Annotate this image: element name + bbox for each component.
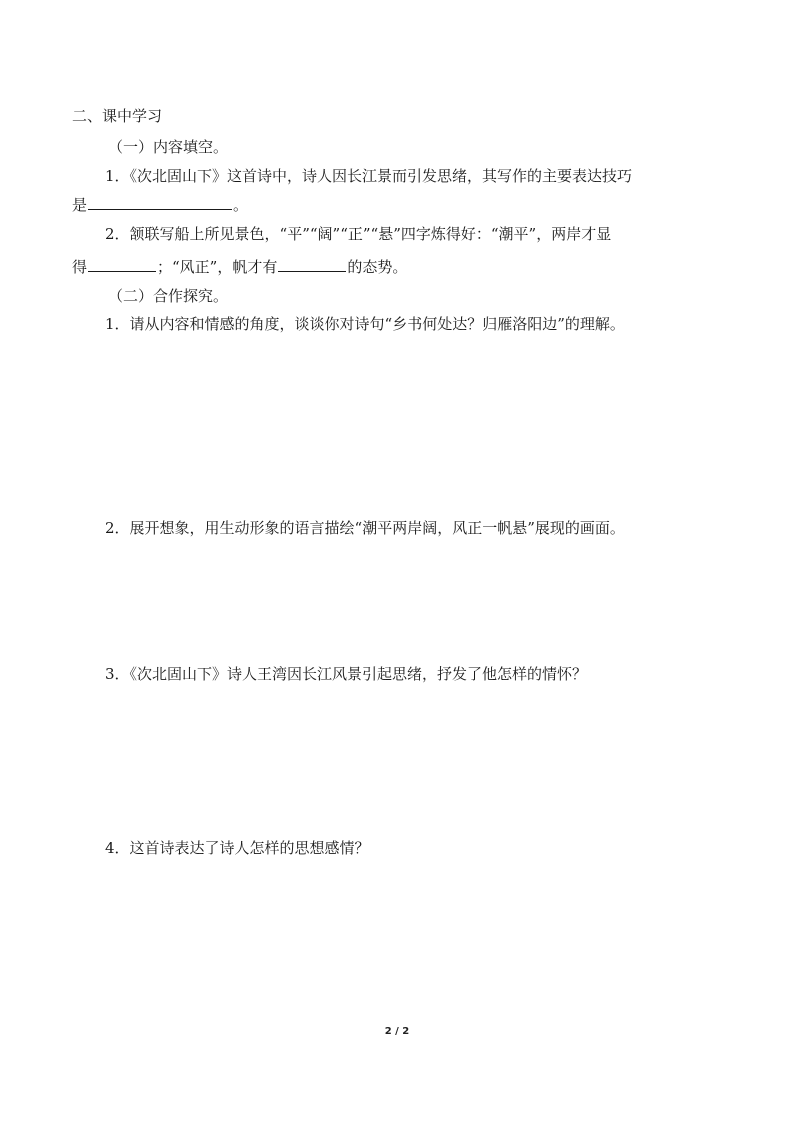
part2-question-4: 4．这首诗表达了诗人怎样的思想感情？ [105, 839, 370, 857]
q2-line2-prefix: 得 [72, 258, 88, 276]
q2-line2-middle: ；“风正”，帆才有 [157, 258, 278, 276]
q1-answer-blank[interactable] [88, 194, 232, 210]
q2-answer-blank-2[interactable] [278, 256, 346, 272]
q1-line2-prefix: 是 [72, 196, 88, 214]
q2-line2-suffix: 的态势。 [347, 258, 408, 276]
q1-line2-suffix: 。 [233, 196, 249, 214]
q2-line2 [72, 256, 407, 277]
part1-heading: （一）内容填空。 [108, 138, 229, 156]
page-number: 2 / 2 [384, 1026, 410, 1037]
q1-line1: 1．《次北固山下》这首诗中，诗人因长江景而引发思绪，其写作的主要表达技巧 [105, 167, 633, 185]
part2-question-3: 3．《次北固山下》诗人王湾因长江风景引起思绪，抒发了他怎样的情怀？ [105, 665, 588, 683]
section-title: 二、课中学习 [72, 107, 163, 125]
q1-line2 [72, 194, 248, 215]
part2-question-1: 1．请从内容和情感的角度，谈谈你对诗句“乡书何处达？归雁洛阳边”的理解。 [105, 315, 625, 333]
part2-heading: （二）合作探究。 [108, 287, 229, 305]
q2-line1: 2．颔联写船上所见景色，“平”“阔”“正”“悬”四字炼得好：“潮平”，两岸才显 [105, 225, 612, 243]
q2-answer-blank-1[interactable] [88, 256, 156, 272]
part2-question-2: 2．展开想象，用生动形象的语言描绘“潮平两岸阔，风正一帆悬”展现的画面。 [105, 519, 625, 537]
